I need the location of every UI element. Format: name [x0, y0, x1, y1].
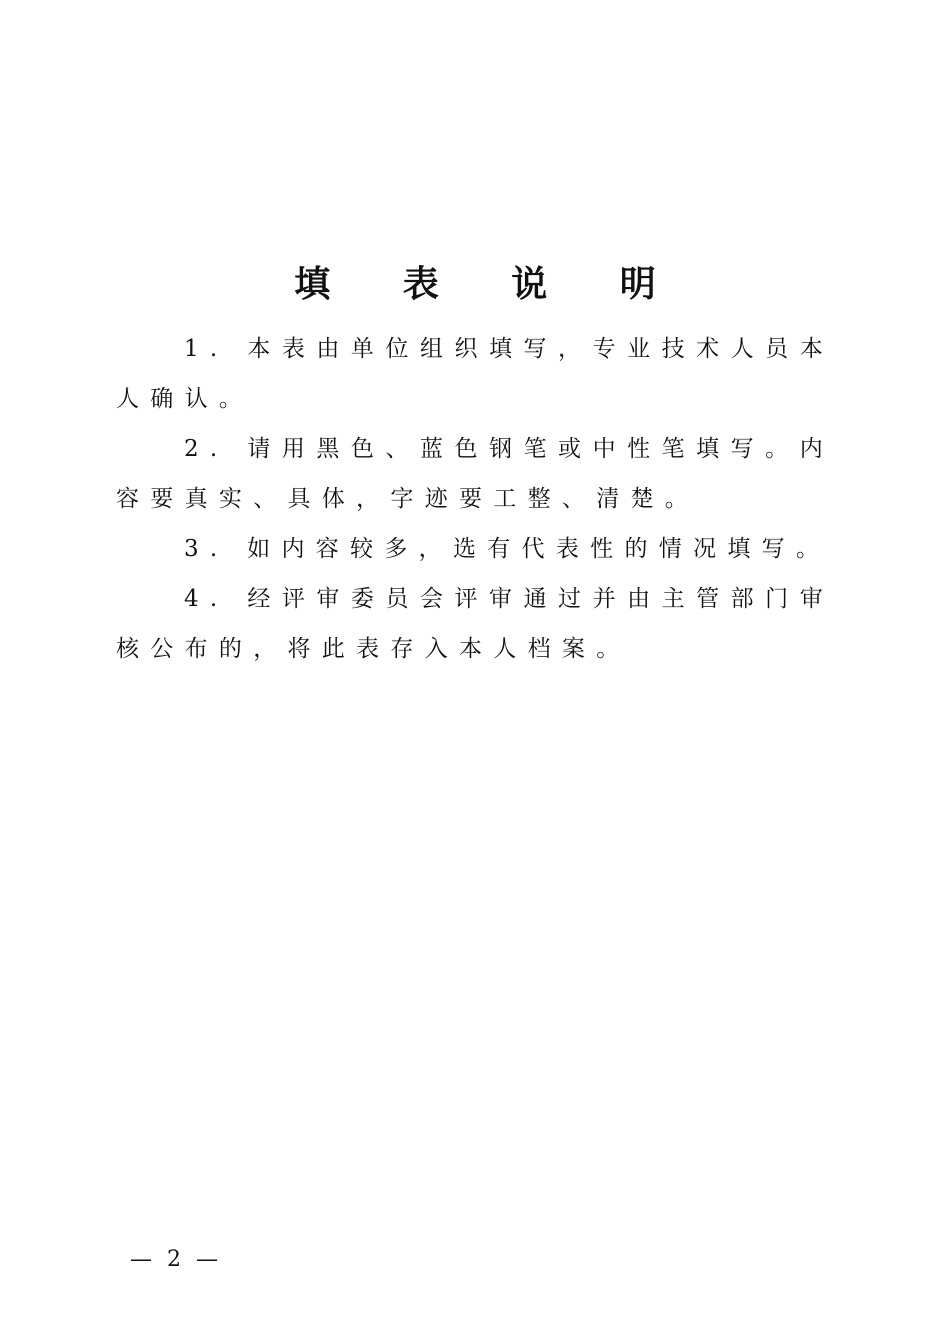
instruction-item-1: 1. 本表由单位组织填写，专业技术人员本人确认。	[116, 336, 834, 412]
instruction-item-2: 2. 请用黑色、蓝色钢笔或中性笔填写。内容要真实、具体，字迹要工整、清楚。	[116, 436, 834, 512]
page-number: — 2 —	[130, 1247, 222, 1272]
document-title: 填 表 说 明	[294, 263, 686, 305]
instruction-item-4: 4. 经评审委员会评审通过并由主管部门审核公布的，将此表存入本人档案。	[116, 586, 834, 662]
instruction-item-3: 3. 如内容较多，选有代表性的情况填写。	[184, 536, 831, 562]
instructions-body	[116, 324, 834, 674]
